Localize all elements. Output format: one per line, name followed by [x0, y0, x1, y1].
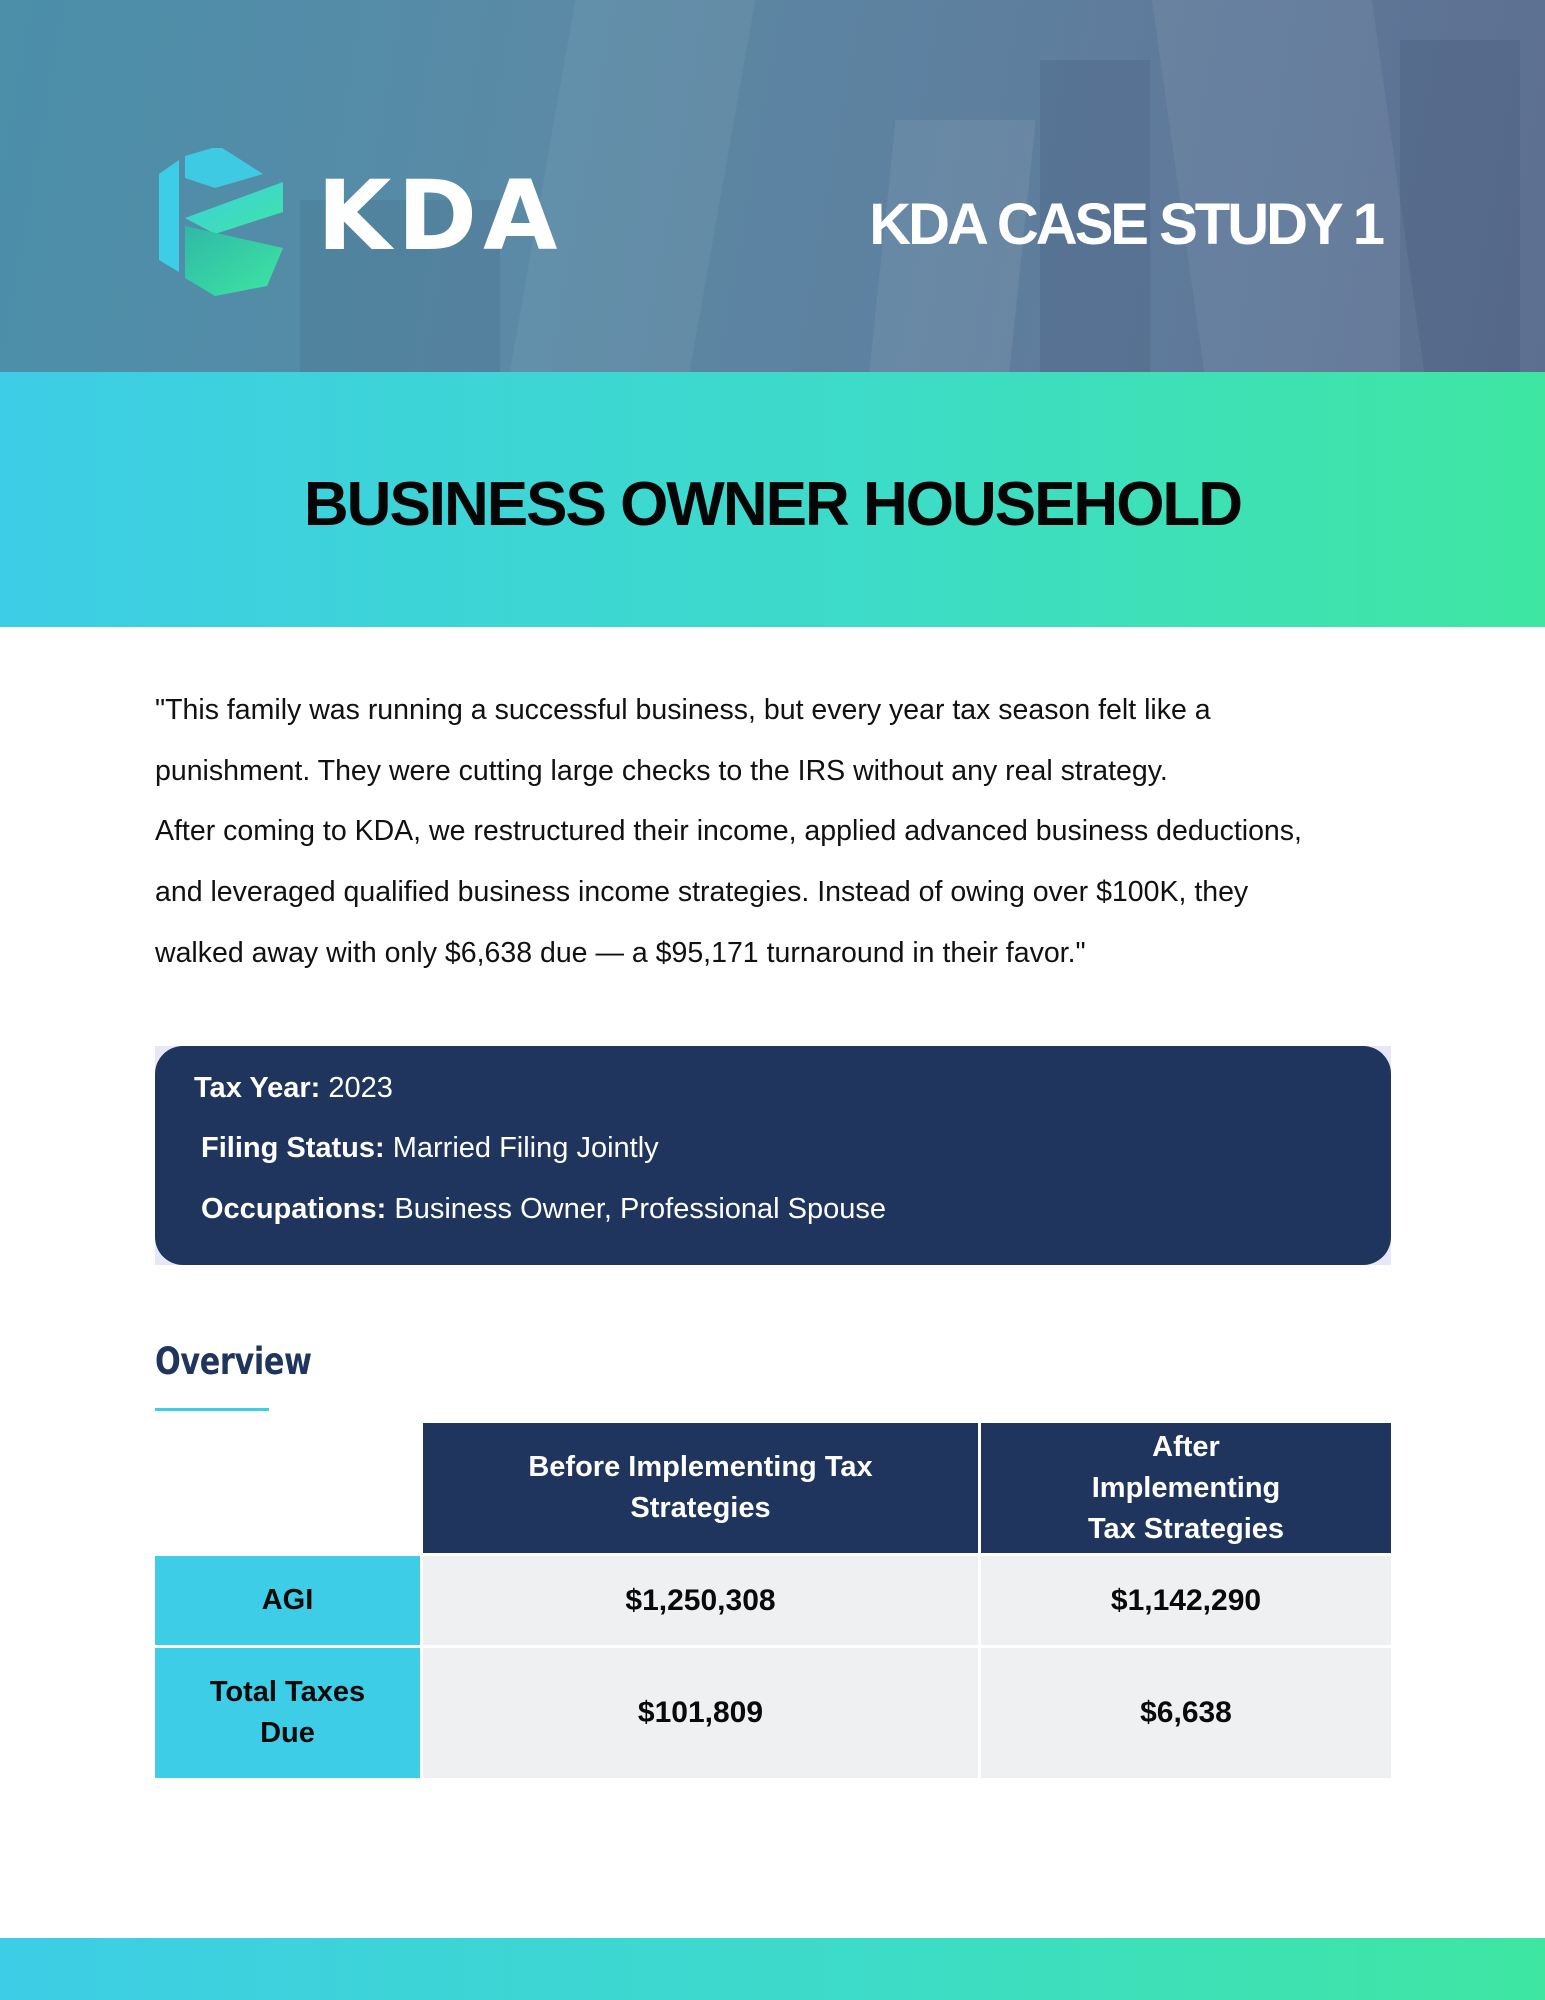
column-header-before-label: Before Implementing Tax Strategies: [528, 1451, 873, 1524]
quote-line: After coming to KDA, we restructured their income, applied advanced business deductions,: [155, 815, 1302, 847]
testimonial-quote: [155, 680, 1395, 984]
row-label-total-taxes: [155, 1648, 420, 1778]
header-banner: [0, 0, 1545, 372]
background-building: [1400, 40, 1520, 372]
title-band: [0, 372, 1545, 627]
quote-line: and leveraged qualified business income strategies. Instead of owing over $100K, they: [155, 876, 1249, 908]
logo-wordmark: KDA: [317, 160, 564, 272]
column-header-after-label: After Implementing Tax Strategies: [1087, 1430, 1285, 1545]
table-cell-agi-after: [981, 1556, 1391, 1645]
footer-band: [0, 1938, 1545, 2000]
tax-year-value: 2023: [320, 1072, 393, 1104]
row-label-text: Total Taxes Due: [209, 1676, 366, 1749]
client-info-box: [155, 1046, 1391, 1265]
case-study-title: KDA CASE STUDY 1: [869, 192, 1382, 257]
occupations-line: [201, 1189, 886, 1229]
overview-underline: [155, 1408, 269, 1411]
filing-status-value: Married Filing Jointly: [384, 1132, 659, 1164]
table-cell-taxes-after: [981, 1648, 1391, 1778]
cell-value: $6,638: [1140, 1696, 1232, 1729]
row-label-agi: [155, 1556, 420, 1645]
occupations-label: Occupations:: [201, 1193, 387, 1225]
cell-value: $1,142,290: [1110, 1583, 1262, 1617]
table-cell-agi-before: [423, 1556, 978, 1645]
tax-year-line: [194, 1068, 393, 1108]
occupations-value: Business Owner, Professional Spouse: [386, 1193, 887, 1225]
filing-status-line: [201, 1128, 659, 1168]
row-label-text: AGI: [261, 1584, 314, 1616]
quote-line: punishment. They were cutting large checks to the IRS without any real strategy.: [155, 755, 1168, 787]
cell-value: $1,250,308: [625, 1583, 776, 1617]
quote-line: "This family was running a successful business, but every year tax season felt like a: [155, 694, 1211, 726]
background-building: [1152, 0, 1428, 372]
quote-line: walked away with only $6,638 due — a $95,171 turnaround in their favor.": [155, 937, 1086, 969]
table-cell-taxes-before: [423, 1648, 978, 1778]
tax-year-label: Tax Year:: [194, 1072, 321, 1104]
column-header-after: [981, 1423, 1391, 1553]
kda-logo-mark-icon: [155, 148, 285, 298]
kda-logo: [155, 148, 635, 298]
column-header-before: [423, 1423, 978, 1553]
cell-value: $101,809: [637, 1696, 764, 1729]
filing-status-label: Filing Status:: [201, 1132, 385, 1164]
overview-heading: Overview: [155, 1340, 312, 1383]
page-title: BUSINESS OWNER HOUSEHOLD: [303, 470, 1242, 539]
